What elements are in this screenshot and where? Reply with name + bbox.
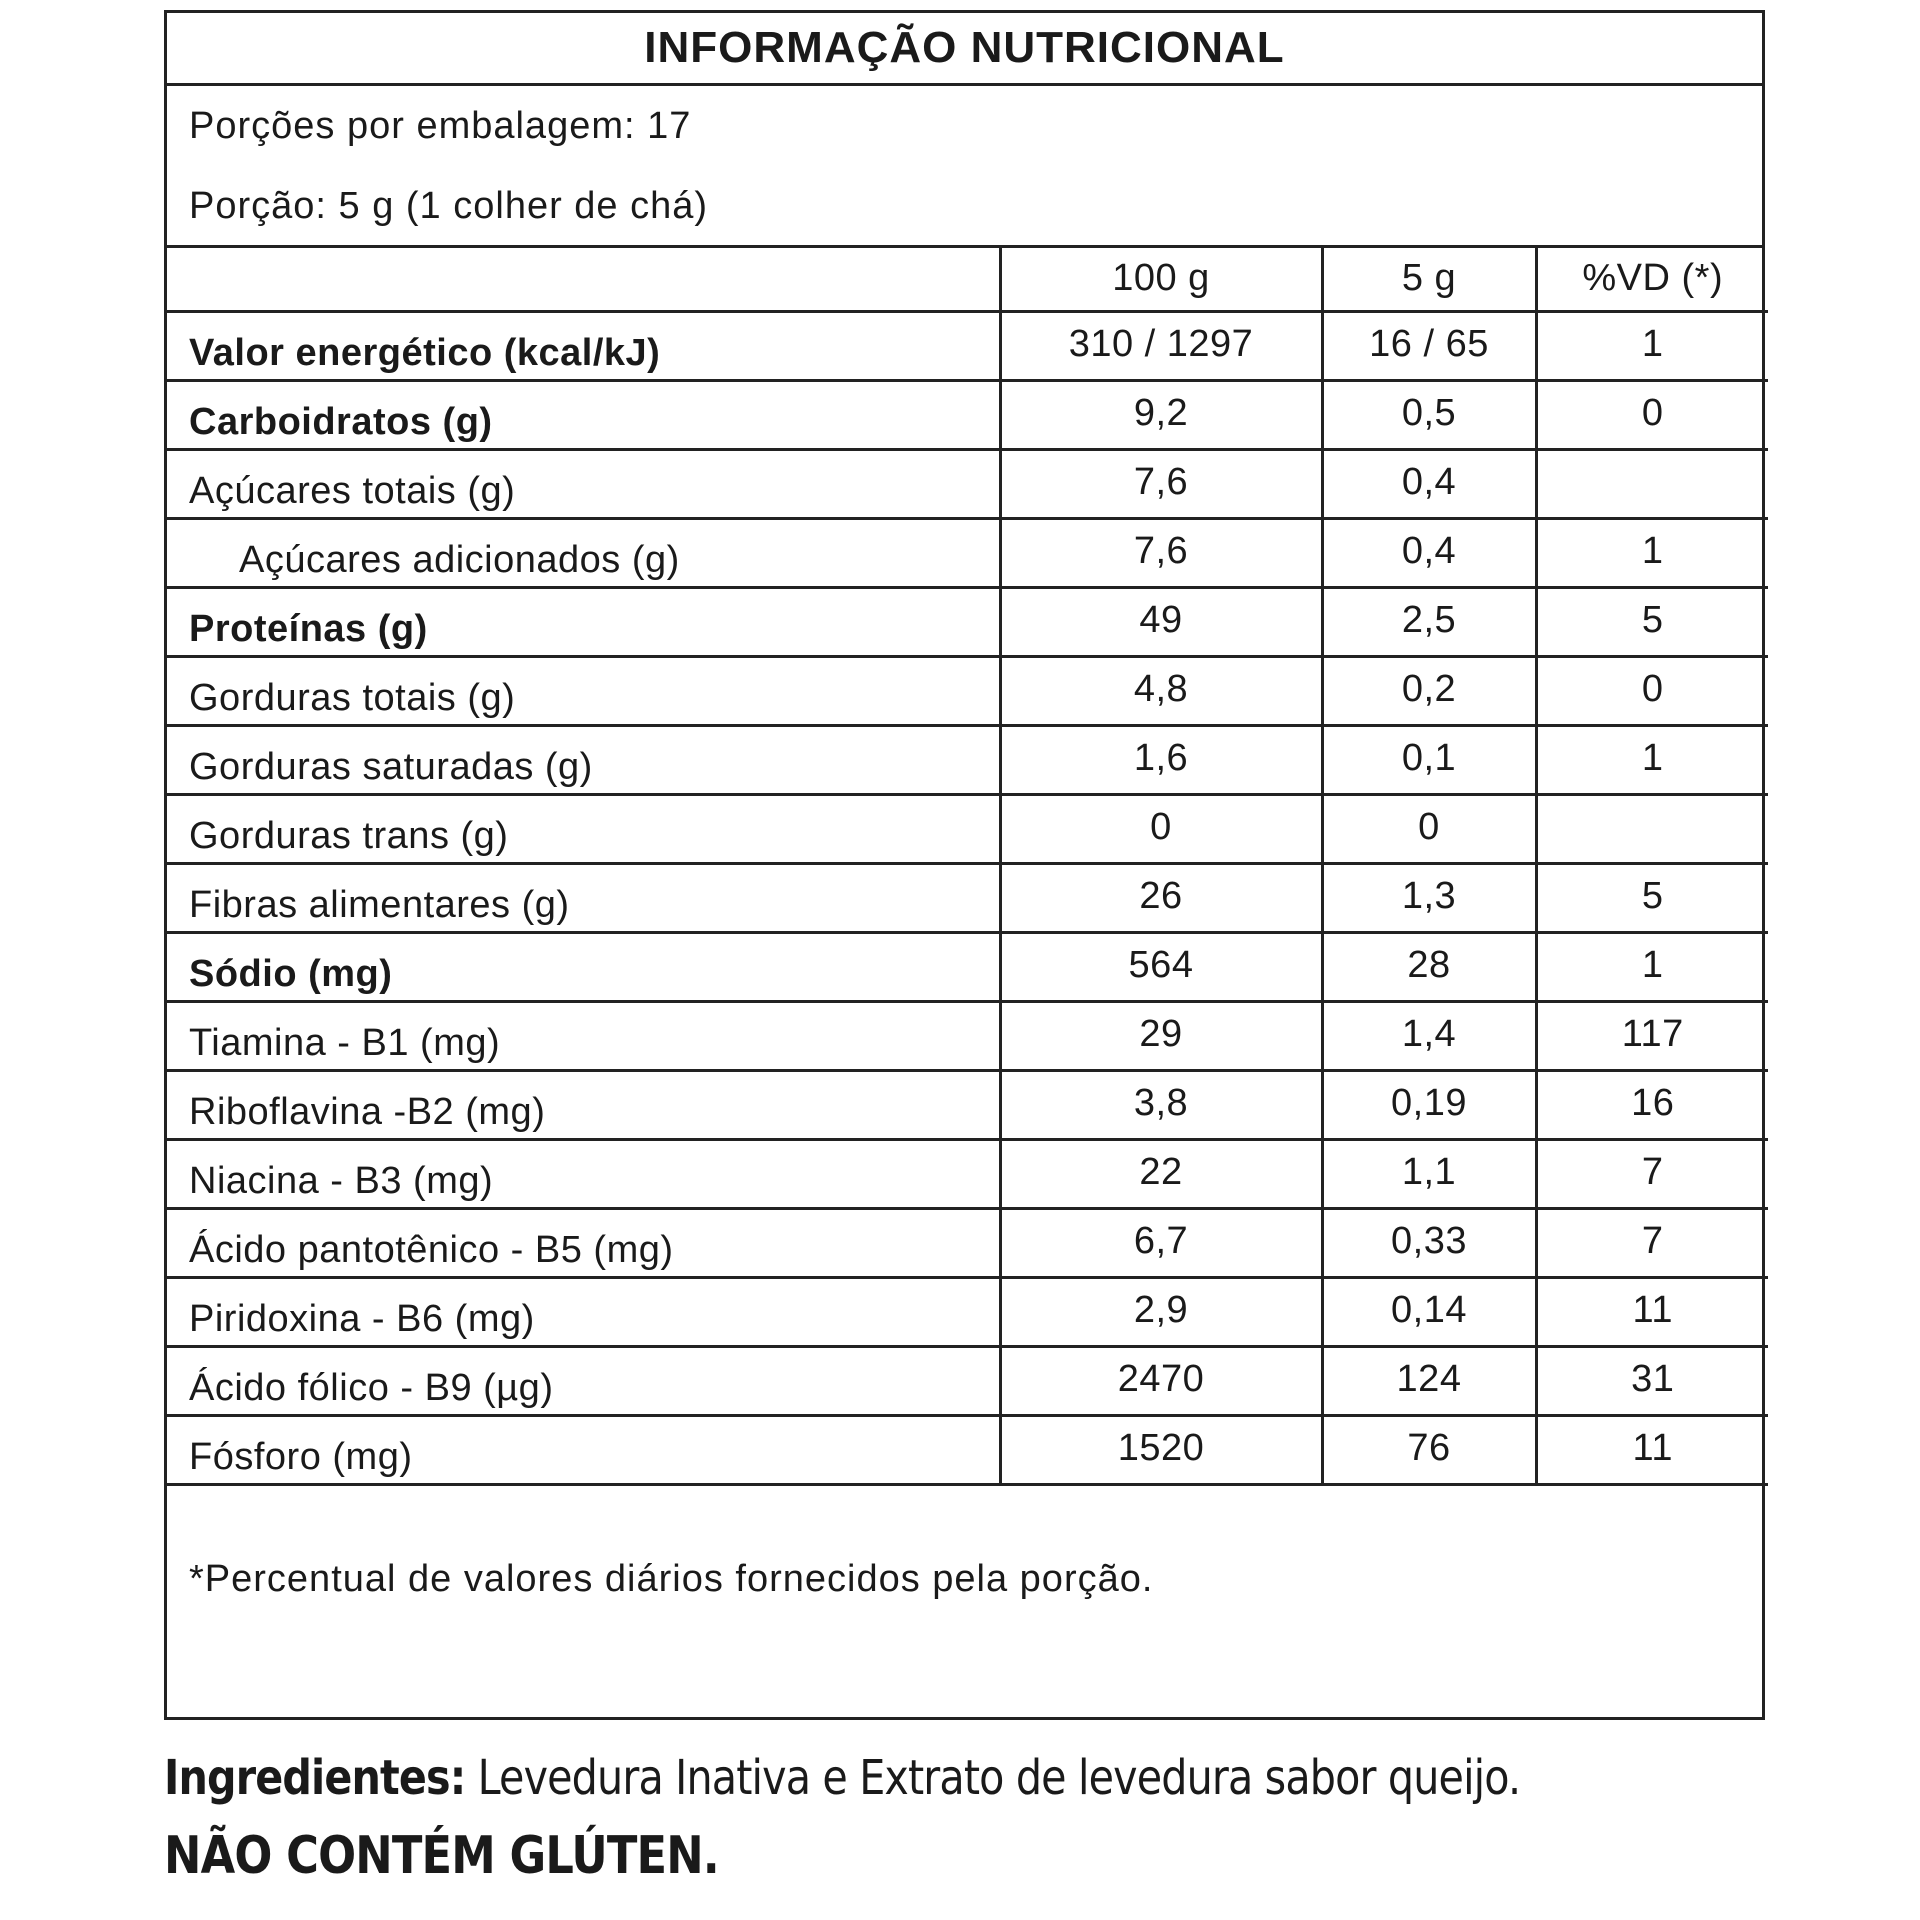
nutrient-name: Tiamina - B1 (mg) [167,1001,1000,1070]
value-per-serving: 0,33 [1322,1208,1536,1277]
daily-value-percent [1536,449,1768,518]
value-per-100g: 564 [1000,932,1322,1001]
value-per-100g: 1,6 [1000,725,1322,794]
daily-value-percent: 1 [1536,932,1768,1001]
value-per-100g: 6,7 [1000,1208,1322,1277]
nutrient-row [167,656,1768,725]
nutrient-row [167,932,1768,1001]
value-per-serving: 1,4 [1322,1001,1536,1070]
nutrient-name: Açúcares totais (g) [167,449,1000,518]
nutrient-name: Sódio (mg) [167,932,1000,1001]
nutrient-name: Niacina - B3 (mg) [167,1139,1000,1208]
nutrient-name: Proteínas (g) [167,587,1000,656]
daily-value-percent: 31 [1536,1346,1768,1415]
value-per-serving: 0,4 [1322,449,1536,518]
value-per-serving: 0,19 [1322,1070,1536,1139]
value-per-serving: 0,1 [1322,725,1536,794]
nutrient-name: Gorduras trans (g) [167,794,1000,863]
daily-value-percent: 1 [1536,518,1768,587]
nutrient-name: Gorduras totais (g) [167,656,1000,725]
daily-value-percent: 1 [1536,725,1768,794]
daily-value-percent: 11 [1536,1277,1768,1346]
nutrient-table [167,248,1768,1486]
daily-value-percent: 7 [1536,1208,1768,1277]
ingredients-text: Levedura Inativa e Extrato de levedura sabor queijo. [465,1750,1521,1806]
daily-value-percent: 5 [1536,587,1768,656]
serving-size: Porção: 5 g (1 colher de chá) [189,185,709,227]
nutrient-row [167,1139,1768,1208]
nutrient-row [167,1346,1768,1415]
nutrition-facts-table [164,10,1765,1720]
nutrient-row [167,794,1768,863]
table-title: INFORMAÇÃO NUTRICIONAL [167,13,1762,86]
daily-value-percent: 0 [1536,656,1768,725]
column-header-row [167,248,1768,311]
value-per-serving: 1,3 [1322,863,1536,932]
nutrient-name: Riboflavina -B2 (mg) [167,1070,1000,1139]
nutrient-row [167,311,1768,380]
daily-value-percent: 7 [1536,1139,1768,1208]
nutrient-row [167,725,1768,794]
value-per-100g: 3,8 [1000,1070,1322,1139]
daily-value-percent: 0 [1536,380,1768,449]
nutrient-name: Piridoxina - B6 (mg) [167,1277,1000,1346]
ingredients-label: Ingredientes: [164,1750,466,1806]
value-per-100g: 4,8 [1000,656,1322,725]
header-nutrient [167,248,1000,311]
daily-value-percent: 11 [1536,1415,1768,1484]
nutrient-name: Fósforo (mg) [167,1415,1000,1484]
gluten-notice: NÃO CONTÉM GLÚTEN. [164,1826,719,1886]
nutrient-name: Valor energético (kcal/kJ) [167,311,1000,380]
nutrient-name: Fibras alimentares (g) [167,863,1000,932]
value-per-100g: 49 [1000,587,1322,656]
nutrient-row [167,1208,1768,1277]
header-per-100g: 100 g [1000,248,1322,311]
nutrient-row [167,1001,1768,1070]
header-daily-value: %VD (*) [1536,248,1768,311]
nutrient-row [167,587,1768,656]
daily-value-percent: 1 [1536,311,1768,380]
daily-value-percent [1536,794,1768,863]
value-per-100g: 7,6 [1000,518,1322,587]
value-per-serving: 28 [1322,932,1536,1001]
daily-value-percent: 16 [1536,1070,1768,1139]
servings-per-package: Porções por embalagem: 17 [189,105,692,147]
nutrient-name: Carboidratos (g) [167,380,1000,449]
value-per-serving: 0,2 [1322,656,1536,725]
value-per-serving: 16 / 65 [1322,311,1536,380]
value-per-100g: 26 [1000,863,1322,932]
nutrient-name: Ácido fólico - B9 (µg) [167,1346,1000,1415]
header-per-serving: 5 g [1322,248,1536,311]
value-per-serving: 124 [1322,1346,1536,1415]
nutrient-row [167,518,1768,587]
nutrient-row [167,449,1768,518]
nutrient-row [167,1277,1768,1346]
nutrient-row [167,1070,1768,1139]
value-per-100g: 7,6 [1000,449,1322,518]
nutrient-row [167,1415,1768,1484]
value-per-100g: 9,2 [1000,380,1322,449]
serving-info [167,86,1762,248]
value-per-serving: 0,4 [1322,518,1536,587]
value-per-serving: 0,5 [1322,380,1536,449]
daily-value-percent: 117 [1536,1001,1768,1070]
value-per-100g: 1520 [1000,1415,1322,1484]
footnote: *Percentual de valores diários fornecidos pela porção. [189,1557,1154,1600]
value-per-serving: 2,5 [1322,587,1536,656]
nutrient-row [167,863,1768,932]
value-per-100g: 29 [1000,1001,1322,1070]
value-per-serving: 0,14 [1322,1277,1536,1346]
value-per-100g: 0 [1000,794,1322,863]
nutrient-row [167,380,1768,449]
value-per-100g: 310 / 1297 [1000,311,1322,380]
value-per-100g: 2,9 [1000,1277,1322,1346]
value-per-serving: 1,1 [1322,1139,1536,1208]
value-per-100g: 22 [1000,1139,1322,1208]
value-per-serving: 76 [1322,1415,1536,1484]
value-per-100g: 2470 [1000,1346,1322,1415]
nutrient-name: Gorduras saturadas (g) [167,725,1000,794]
value-per-serving: 0 [1322,794,1536,863]
daily-value-percent: 5 [1536,863,1768,932]
nutrient-name: Ácido pantotênico - B5 (mg) [167,1208,1000,1277]
ingredients-line [164,1750,1626,1806]
nutrient-name: Açúcares adicionados (g) [167,518,1000,587]
